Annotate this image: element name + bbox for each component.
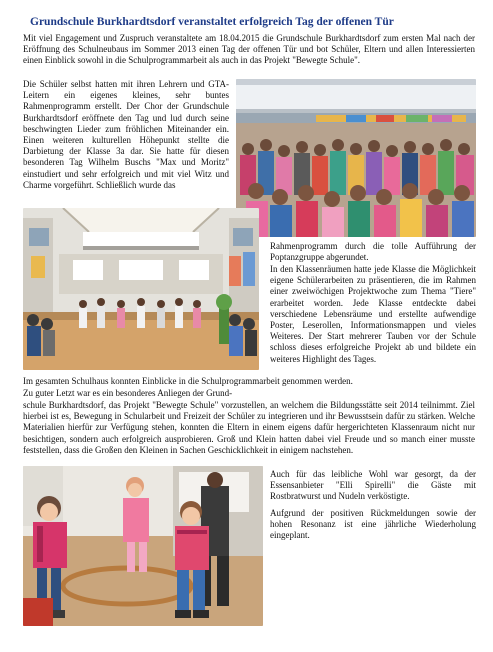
classroom-paragraph: In den Klassenräumen hatte jede Klasse die Möglichkeit eigene Schülerarbeiten zu präsentieren, die im Rahmen einer zweiwöchigen Projektwoche zum Thema "Tiere" erarbeitet worden. Jede Klasse entdeckte dabei verschiedene Lebensräume und erstellte aufwendige Poster, Leserollen, Informationsmappen und vieles Weiteres. Der Start mehrerer Tauben vor der Schule schloss dieses erfolgreiche Projekt ab und bildete ein weiteres Highlight des Tages.: [270, 264, 476, 364]
program-paragraph: Die Schüler selbst hatten mit ihren Lehrern und GTA-Leitern ein eigenes kleines, sehr buntes Rahmenprogramm erstellt. Der Chor der Grundschule Burkhardtsdorf eröffnete den Tag und lud durch seine beschwingten Lieder zum fröhlichen Miteinander ein. Einen weiteren kulturellen Höhepunkt stellte die Darbietung der Klasse 3a dar. Sie hatte für diesen besonderen Tag Wilhelm Buschs "Max und Moritz" einstudiert und sehr erfolgreich und mit viel Witz und Charme vorgeführt. Schließlich wurde das: [23, 79, 229, 190]
intro-paragraph: Mit viel Engagement und Zuspruch veranstaltete am 18.04.2015 die Grundschule Burkhardtsdorf zum ersten Mal nach der Eröffnung des Schulneubaus im Sommer 2013 einen Tag der offenen Tür und bot Schüler, Eltern und allen Interessierten einen Einblick sowohl in die Schulprogrammarbeit als auch in das Projekt "Bewegte Schule".: [23, 33, 475, 66]
photo-atrium-crowd: [236, 79, 476, 237]
photo-atrium-dance: [23, 208, 259, 370]
closing-paragraph: Aufgrund der positiven Rückmeldungen sowie der hohen Resonanz ist eine jährliche Wiederholung eingeplant.: [270, 508, 476, 541]
photo-children-hoop: [23, 466, 263, 626]
catering-paragraph: Auch für das leibliche Wohl war gesorgt, da der Essensanbieter "Elli Spirelli" die Gäste mit Rostbratwurst und Nudeln verköstigte.: [270, 469, 476, 502]
program-paragraph-continued: Rahmenprogramm durch die tolle Aufführung der Poptanzgruppe abgerundet.: [270, 241, 476, 263]
bewegte-schule-lead: Zu guter Letzt war es ein besonderes Anliegen der Grund-: [23, 388, 233, 398]
article-title: Grundschule Burkhardtsdorf veranstaltet erfolgreich Tag der offenen Tür: [30, 16, 394, 28]
school-program-paragraph: Im gesamten Schulhaus konnten Einblicke in die Schulprogrammarbeit genommen werden.: [23, 376, 353, 386]
bewegte-schule-paragraph: schule Burkhardtsdorf, das Projekt "Bewegte Schule" vorzustellen, an welchem die Bildungsstätte seit 2014 teilnimmt. Ziel hierbei ist es, Bewegung in Schularbeit und Freizeit der Schüler zu integrieren und ihr Bewusstsein dafür zu stärken. Welche Materialien hierfür zur Verfügung stehen, konnten die Eltern in einem eigens dafür hergerichteten Klassenraum nicht nur besichtigen, sondern auch erfolgreich ausprobieren. Groß und Klein hatten dabei viel Freude und so manch einer musste feststellen, dass die Großen den Kleinen in Sachen Geschicklichkeit in einigem nachstehen.: [23, 400, 475, 455]
